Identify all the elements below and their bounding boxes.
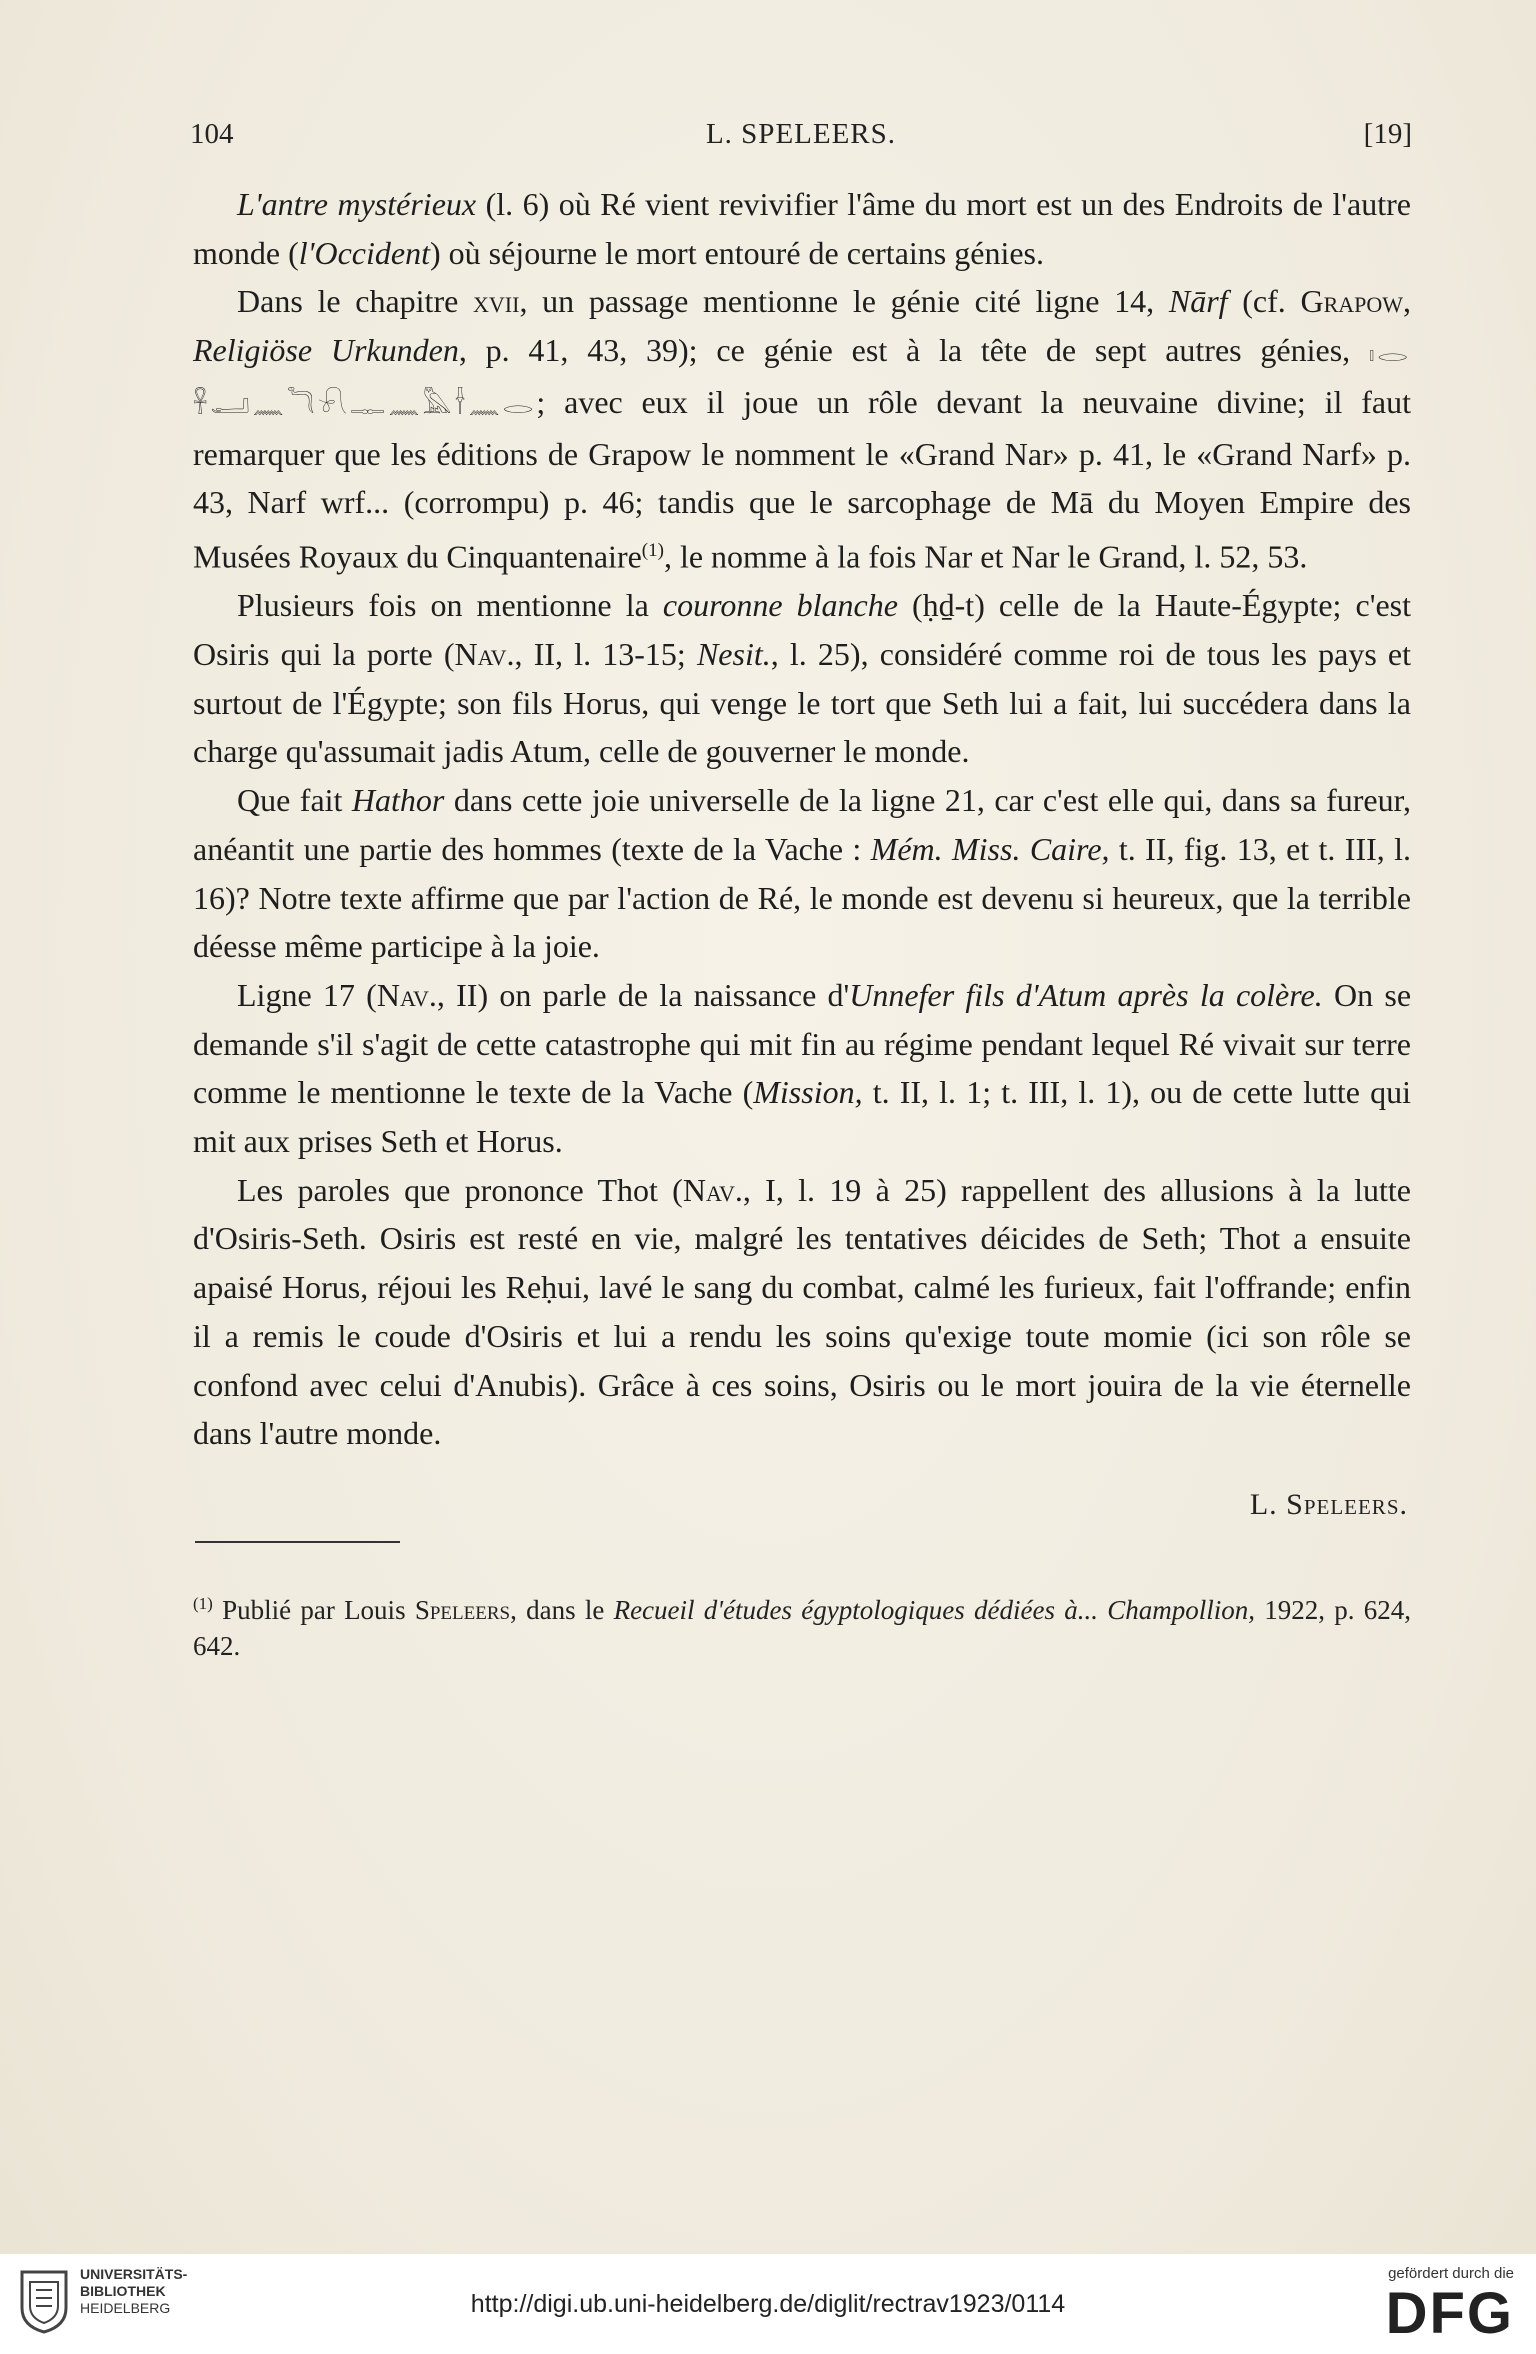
permalink-url[interactable]: http://digi.ub.uni-heidelberg.de/diglit/rectrav1923/0114	[470, 2290, 1066, 2318]
text-run: On se demande s'il s'agit de cette catastrophe qui mit fin au régime pendant lequel Ré vivait sur terre comme le mentionne le texte de la Vache (	[193, 976, 1412, 1111]
text-run: Ligne 17 (	[237, 976, 377, 1013]
italic-title: Mém. Miss. Caire,	[870, 830, 1110, 867]
italic-title: Recueil d'études égyptologiques dédiées à... Champollion,	[613, 1595, 1255, 1625]
text-run: , II) on parle de la naissance d'	[436, 976, 850, 1013]
text-run: , p. 41, 43, 39); ce génie est à la tête de sept autres génies,	[458, 332, 1369, 369]
italic-term: l'Occident	[298, 234, 430, 271]
text-run: (cf.	[1227, 283, 1301, 320]
abbreviation: Nav.	[376, 976, 437, 1013]
author-name: Grapow	[1300, 283, 1404, 320]
text-run: Les paroles que prononce Thot (	[237, 1171, 683, 1208]
text-run: Publié par Louis	[212, 1595, 415, 1625]
text-run: , I, l. 19 à 25) rappellent des allusions à la lutte d'Osiris-Seth. Osiris est resté en vie, malgré les tentatives déicides de Seth; Thot a ensuite apaisé Horus, réjoui les Reḥui, lavé le sang du combat, calmé les furieux, fait l'offrande; enfin il a remis le coude d'Osiris et lui a rendu les soins qu'exige toute momie (ici son rôle se confond avec celui d'Anubis). Grâce à ces soins, Osiris ou le mort jouira de la vie éternelle dans l'autre monde.	[193, 1171, 1412, 1452]
running-title: L. SPELEERS.	[705, 118, 897, 150]
footnote-divider	[195, 1541, 400, 1543]
page-number: 104	[190, 118, 234, 150]
italic-term: L'antre mystérieux	[237, 186, 477, 222]
text-run: , dans le	[510, 1595, 614, 1625]
roman-numeral: xvii	[473, 283, 520, 320]
paragraph-5	[193, 971, 1411, 1166]
hieroglyph-sequence: 𓏤𓂋 𓋹𓂝𓈖𓆓𓍯𓊃𓈖𓅓𓌂𓈖𓂋	[193, 338, 1412, 420]
paragraph-6	[193, 1166, 1411, 1458]
text-run: t. II, fig. 13, et t. III, l. 16)? Notre texte affirme que par l'action de Ré, le monde est devenu si heureux, que la terrible déesse même participe à la joie.	[193, 830, 1412, 965]
italic-abbreviation: Nesit.	[696, 635, 771, 672]
text-run: , un passage mentionne le génie cité ligne 14,	[519, 283, 1169, 320]
footnote-marker: (1)	[193, 1594, 213, 1613]
paragraph-2	[193, 277, 1411, 581]
paragraph-3	[193, 581, 1411, 776]
institution-line: HEIDELBERG	[80, 2300, 171, 2316]
institution-line: UNIVERSITÄTS-	[80, 2266, 188, 2282]
funding-caption: gefördert durch die	[1388, 2265, 1514, 2282]
main-text	[193, 180, 1411, 1458]
paragraph-1	[193, 180, 1411, 277]
italic-title: Religiöse Urkunden	[193, 332, 459, 369]
text-run: (ḥḏ-t) celle de la Haute-Égypte; c'est Osiris qui la porte (	[193, 587, 1412, 672]
text-run: , l. 25), considéré comme roi de tous les pays et surtout de l'Égypte; son fils Horus, qui venge le tort que Seth lui a fait, lui succédera dans la charge qu'assumait jadis Atum, celle de gouverner le monde.	[193, 635, 1412, 770]
text-run: 1922, p. 624, 642.	[193, 1595, 1411, 1661]
author-signature: L. Speleers.	[1249, 1488, 1408, 1521]
italic-term: Nārf	[1168, 283, 1228, 320]
text-run: ; avec eux il joue un rôle devant la neuvaine divine; il faut remarquer que les éditions de Grapow le nomment le «Grand Nar» p. 41, le «Grand Narf» p. 43, Narf wrf... (corrompu) p. 46; tandis que le sarcophage de Mā du Moyen Empire des Musées Royaux du Cinquantenaire	[193, 383, 1411, 575]
dfg-logo: DFG	[1385, 2281, 1514, 2346]
italic-term: Hathor	[351, 782, 445, 819]
text-run: , le nomme à la fois Nar et Nar le Grand, l. 52, 53.	[663, 538, 1308, 575]
section-number: [19]	[1363, 118, 1412, 150]
text-run: ,	[1403, 283, 1412, 320]
institution-line: BIBLIOTHEK	[80, 2283, 166, 2299]
paragraph-4	[193, 776, 1411, 971]
abbreviation: Nav.	[454, 635, 515, 672]
text-run: Plusieurs fois on mentionne la	[237, 587, 663, 624]
text-run: Que fait	[237, 782, 352, 819]
italic-term: couronne blanche	[662, 587, 898, 624]
author-name: Speleers	[414, 1595, 511, 1625]
italic-term: Unnefer fils d'Atum après la colère.	[849, 976, 1323, 1013]
text-run: dans cette joie universelle de la ligne 21, car c'est elle qui, dans sa fureur, anéantit une partie des hommes (texte de la Vache :	[193, 782, 1412, 867]
text-run: , II, l. 13-15;	[514, 635, 697, 672]
text-run: Dans le chapitre	[237, 283, 473, 320]
abbreviation: Nav.	[682, 1171, 743, 1208]
text-run: t. II, l. 1; t. III, l. 1), ou de cette lutte qui mit aux prises Seth et Horus.	[193, 1074, 1412, 1160]
text-run: (l. 6) où Ré vient revivifier l'âme du mort est un des Endroits de l'autre monde (	[193, 186, 1412, 271]
footnote	[193, 1586, 1411, 1664]
running-header	[190, 118, 1412, 158]
italic-title: Mission,	[753, 1074, 863, 1111]
text-run: ) où séjourne le mort entouré de certains génies.	[429, 234, 1044, 271]
footnote-reference[interactable]: (1)	[641, 539, 664, 561]
